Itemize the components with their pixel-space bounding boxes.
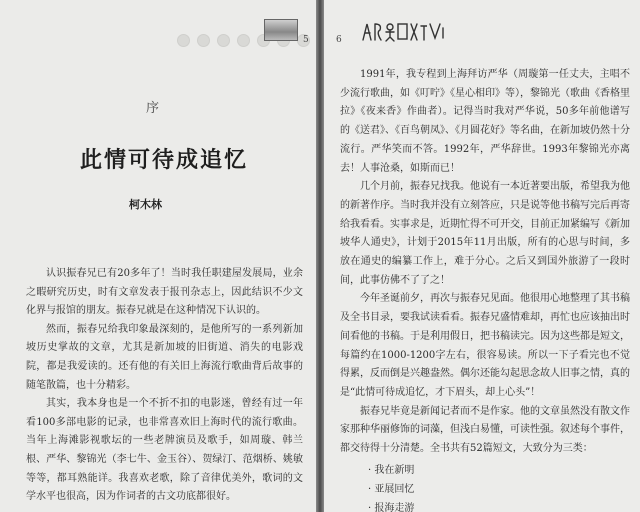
decoration-dot	[177, 34, 190, 47]
author-name: 柯木林	[129, 198, 162, 211]
paragraph: 振春兄毕竟是新闻记者而不是作家。他的文章虽然没有散文作家那种华丽修饰的词藻，但浅白易懂，可读性强。叙述每个事件，都交待得十分清楚。全书共有52篇短文，大致分为三类：	[340, 405, 630, 455]
left-body-text	[26, 265, 303, 507]
book-gutter	[316, 0, 324, 512]
paragraph: 几个月前，振春兄找我。他说有一本近著要出版，希望我为他的新著作序。当时我并没有立刻答应，只是说等他书稿写完后再寄给我看看。实事求是，近期忙得不可开交，目前正加紧编写《新加坡华人通史》，计划于2015年11月出版，所有的心思与时间，多放在通史的编纂工作上，难于分心。之后又到国外旅游了一段时间，此事仿佛不了了之！	[340, 181, 630, 286]
decoration-dot	[217, 34, 230, 47]
decoration-dot	[237, 34, 250, 47]
paragraph: 然而，振春兄给我印象最深刻的，是他所写的一系列新加坡历史掌故的文章，尤其是新加坡的旧街道、消失的电影戏院，都是我爱读的。还有他的有关旧上海流行歌曲背后故事的随笔散篇，也十分精彩。	[26, 323, 303, 391]
page-number: 5	[303, 35, 309, 45]
list-item: · 亚展回忆	[368, 480, 630, 499]
paragraph: 今年圣诞前夕，再次与振春兄见面。他很用心地整理了其书稿及全书目录，要我试读看看。振春兄盛情难却，再忙也应该抽出时间看他的书稿。于是利用假日，把书稿读完。因为这些都是短文，每篇约在1000-1200字左右，很容易读。所以一下子看完也不觉得累，反而倒是兴趣盎然。偶尔还能勾起思念故人旧事之情，真的是“此情可待成追忆，才下眉头，却上心头”！	[340, 293, 630, 398]
category-list	[340, 461, 630, 512]
header-photo-thumbnail	[264, 19, 298, 41]
paragraph: 认识振春兄已有20多年了！当时我任职建屋发展局，业余之暇研究历史，时有文章发表于报刊杂志上，因此结识不少文化界与报馆的朋友。振春兄就是在这种情况下认识的。	[26, 268, 303, 317]
right-body-text	[340, 66, 630, 512]
right-page	[324, 0, 640, 512]
list-item: · 我在新明	[368, 461, 630, 480]
list-item: · 报海走游	[368, 499, 630, 512]
decoration-dot	[197, 34, 210, 47]
paragraph: 1991年，我专程到上海拜访严华（周璇第一任丈夫，主唱不少流行歌曲，如《叮咛》《星心相印》等），黎锦光（歌曲《香格里拉》《夜来香》作曲者）。记得当时我对严华说，50多年前他谱写的《送君》、《百鸟朝凤》、《月圆花好》等名曲，在新加坡仍然十分流行。严华笑而不答。1992年，严华辞世。1993年黎锦光亦离去！人事沧桑，如斯而已！	[340, 69, 630, 174]
left-page	[0, 0, 316, 512]
header-illustration-icon	[360, 18, 446, 42]
paragraph: 其实，我本身也是一个不折不扣的电影迷，曾经有过一年看100多部电影的记录，也非常喜欢旧上海时代的流行歌曲。当年上海滩影视歌坛的一些老牌演员及歌手，如周璇、韩兰根、严华、黎锦光（李七牛、金玉谷）、贺绿汀、范烟桥、姚敏等等，都耳熟能详。我喜欢老歌，除了音律优美外，歌词的文学水平也很高，因为作词者的古文功底都很好。	[26, 398, 303, 503]
page-number: 6	[336, 35, 342, 45]
section-heading: 序	[146, 101, 160, 116]
chapter-title: 此情可待成追忆	[80, 147, 249, 173]
